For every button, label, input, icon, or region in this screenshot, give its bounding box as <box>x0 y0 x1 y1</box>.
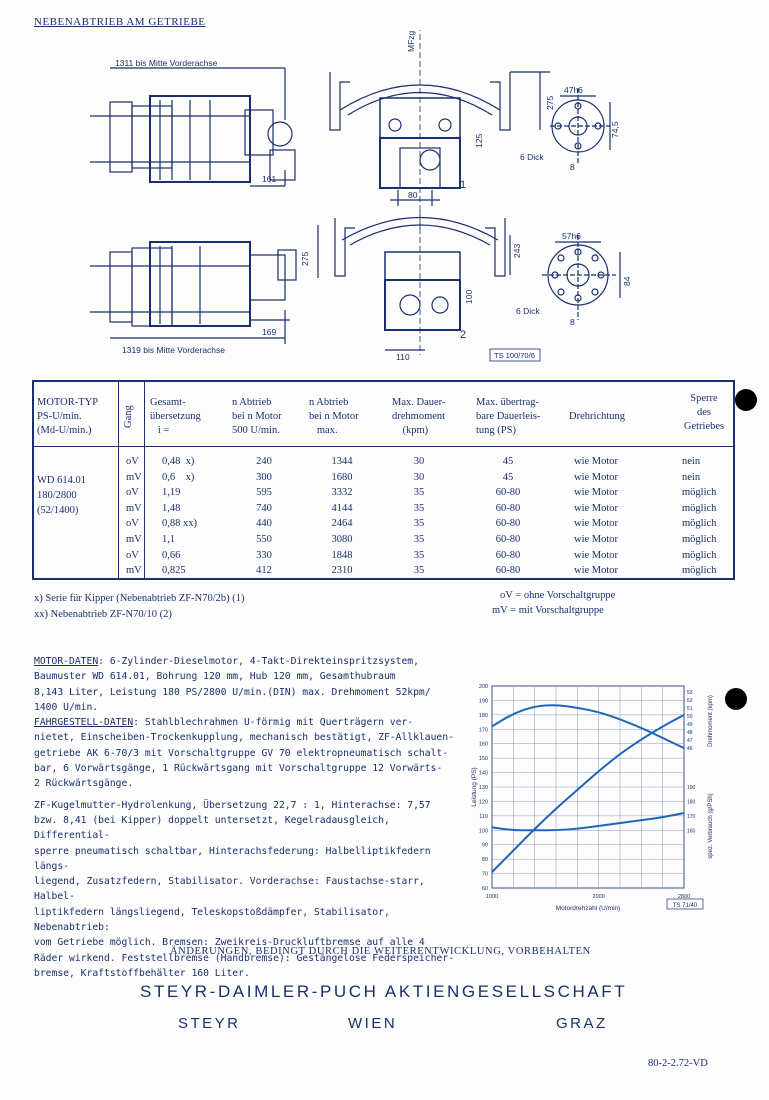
leistung-cell: 60-80 <box>495 565 521 577</box>
spec-table <box>32 380 735 580</box>
abtrieb-motor-cell: 300 <box>256 471 272 483</box>
document-reference: 80-2-2.72-VD <box>648 1058 708 1069</box>
drehrichtung-cell: wie Motor <box>574 533 619 545</box>
x-tick-label: 2000 <box>592 894 605 900</box>
abtrieb-max-cell: 3080 <box>331 533 353 545</box>
fuel-tick-label: 180 <box>687 799 696 806</box>
y-tick-label: 190 <box>478 698 488 705</box>
y-tick-label: 150 <box>478 756 488 763</box>
abtrieb-motor-cell: 550 <box>256 533 272 545</box>
sperre-cell: möglich <box>682 533 717 545</box>
chassis-data-line: 2 Rückwärtsgänge. <box>34 778 134 790</box>
uebersetzung-cell: 0,66 <box>162 549 181 561</box>
zf-line: vom Getriebe möglich. Bremsen: Zweikreis-Druckluftbremse auf alle 4 <box>34 937 425 949</box>
page-title: NEBENABTRIEB AM GETRIEBE <box>34 16 206 28</box>
callout-2: 2 <box>460 329 467 341</box>
abtrieb-max-cell: 1680 <box>331 471 353 483</box>
header-abtrieb-max: n Abtrieb bei n Motor max. <box>309 397 359 436</box>
y-tick-label: 160 <box>478 741 488 748</box>
note-ov: oV = ohne Vorschaltgruppe <box>500 590 616 601</box>
motor-data-line: 8,143 Liter, Leistung 180 PS/2800 U/min.(DIN) max. Drehmoment 52kpm/ <box>34 686 431 698</box>
header-sperre: Sperre des Getriebes <box>683 393 725 432</box>
leistung-cell: 45 <box>502 471 514 483</box>
y-axis-label-torque: Drehmoment (kpm) <box>708 695 714 747</box>
fuel-tick-label: 170 <box>687 813 696 820</box>
zf-line: bremse, Kraftstoffbehälter 160 Liter. <box>34 967 250 979</box>
leistung-cell: 60-80 <box>495 487 521 499</box>
column-leistung <box>478 454 538 579</box>
power-curve <box>492 715 684 872</box>
city-steyr: STEYR <box>178 1015 241 1032</box>
gearbox-side-view-top <box>90 68 295 186</box>
y-tick-label: 200 <box>478 684 488 690</box>
torque-tick-label: 46 <box>687 746 693 752</box>
column-gang <box>126 454 142 579</box>
gang-cell: oV <box>126 518 139 530</box>
zf-line: Räder wirkend. Feststellbremse (Handbremse): Gestängelose Federspeicher- <box>34 952 454 964</box>
y-tick-label: 170 <box>478 727 488 734</box>
header-abtrieb-motor: n Abtrieb bei n Motor 500 U/min. <box>232 397 282 436</box>
technical-drawing <box>80 30 640 370</box>
torque-tick-label: 52 <box>687 698 693 704</box>
torque-tick-label: 47 <box>687 738 693 744</box>
dim-1311: 1311 bis Mitte Vorderachse <box>115 58 218 68</box>
header-drehmoment: Max. Dauer- drehmoment (kpm) <box>392 397 446 436</box>
dim-275-bottom: 275 <box>300 251 310 266</box>
motor-data-line: : 6-Zylinder-Dieselmotor, 4-Takt-Direkteinspritzsystem, <box>98 656 419 667</box>
zf-line: liptikfedern längsliegend, Teleskopstoßdämpfer, Stabilisator, Nebenabtrieb: <box>34 906 390 934</box>
abtrieb-max-cell: 4144 <box>331 502 353 514</box>
torque-tick-label: 48 <box>687 730 693 736</box>
dim-8-top: 8 <box>570 162 575 172</box>
dim-74-5: 74,5 <box>610 121 620 138</box>
torque-tick-label: 51 <box>687 706 693 712</box>
dim-84: 84 <box>622 276 632 286</box>
dim-243: 243 <box>512 243 522 258</box>
chassis-data-heading: FAHRGESTELL-DATEN <box>34 717 134 729</box>
motor-data-line: 1400 U/min. <box>34 701 99 713</box>
frame-section-bottom <box>318 210 510 355</box>
y-tick-label: 180 <box>478 712 488 719</box>
dim-169: 169 <box>262 327 277 337</box>
city-wien: WIEN <box>348 1015 398 1032</box>
note-x: x) Serie für Kipper (Nebenabtrieb ZF-N70/2b) (1) <box>34 593 245 604</box>
y-tick-label: 120 <box>478 799 488 806</box>
dim-100: 100 <box>464 289 474 304</box>
header-leistung: Max. übertrag- bare Dauerleis- tung (PS) <box>476 397 541 436</box>
uebersetzung-cell: 1,1 <box>162 533 176 545</box>
gang-cell: mV <box>126 565 142 577</box>
abtrieb-max-cell: 2464 <box>331 518 353 530</box>
dim-mfzg: MFzg <box>406 30 416 52</box>
abtrieb-motor-cell: 440 <box>256 518 272 530</box>
abtrieb-max-cell: 1848 <box>331 549 353 561</box>
abtrieb-max-cell: 3332 <box>331 487 353 499</box>
header-uebersetzung: Gesamt- übersetzung i = <box>150 397 201 436</box>
y-tick-label: 130 <box>478 785 488 791</box>
abtrieb-motor-cell: 240 <box>256 456 272 467</box>
y-tick-label: 60 <box>481 886 488 892</box>
y-tick-label: 90 <box>481 842 488 849</box>
column-uebersetzung <box>162 454 197 579</box>
column-abtrieb-motor <box>234 454 294 579</box>
fuel-tick-label: 160 <box>687 828 696 835</box>
chart-stamp: TS 71/40 <box>672 903 698 909</box>
note-mv: mV = mit Vorschaltgruppe <box>492 605 604 616</box>
leistung-cell: 60-80 <box>495 549 521 561</box>
dim-57: 57h6 <box>562 231 581 241</box>
sperre-cell: nein <box>682 456 701 467</box>
column-abtrieb-max <box>312 454 372 579</box>
drehrichtung-cell: wie Motor <box>574 502 619 514</box>
motor-data-line: Baumuster WD 614.01, Bohrung 120 mm, Hub 120 mm, Gesamthubraum <box>34 671 396 683</box>
fuel-tick-label: 190 <box>687 785 696 791</box>
uebersetzung-cell: 0,6 x) <box>162 471 195 483</box>
sperre-cell: möglich <box>682 549 717 561</box>
callout-1: 1 <box>460 179 467 191</box>
uebersetzung-cell: 1,19 <box>162 487 181 499</box>
performance-chart <box>462 676 724 916</box>
leistung-cell: 60-80 <box>495 502 521 514</box>
abtrieb-motor-cell: 595 <box>256 487 272 499</box>
sperre-cell: möglich <box>682 565 717 577</box>
x-tick-label: 1000 <box>485 894 499 900</box>
y-tick-label: 80 <box>481 857 488 864</box>
gang-cell: mV <box>126 533 142 545</box>
drehrichtung-cell: wie Motor <box>574 456 619 467</box>
gang-cell: oV <box>126 549 139 561</box>
zf-line: ZF-Kugelmutter-Hydrolenkung, Übersetzung 22,7 : 1, Hinterachse: 7,57 <box>34 799 431 811</box>
drehmoment-cell: 30 <box>413 456 425 467</box>
sperre-cell: möglich <box>682 518 717 530</box>
motor-type-cell: WD 614.01 180/2800 (52/1400) <box>37 475 86 516</box>
header-motor: MOTOR-TYP PS-U/min. (Md-U/min.) <box>37 397 99 436</box>
punch-hole-bottom <box>725 688 747 710</box>
company-name: STEYR-DAIMLER-PUCH AKTIENGESELLSCHAFT <box>140 982 628 1001</box>
chassis-data-line: nietet, Einscheiben-Trockenkupplung, mechanisch bestätigt, ZF-Allklauen- <box>34 732 454 744</box>
abtrieb-motor-cell: 740 <box>256 502 272 514</box>
sperre-cell: möglich <box>682 487 717 499</box>
note-xx: xx) Nebenabtrieb ZF-N70/10 (2) <box>34 609 172 620</box>
chassis-data-line: bar, 6 Vorwärtsgänge, 1 Rückwärtsgang mit Vorschaltgruppe 12 Vorwärts- <box>34 763 443 775</box>
y-axis-label-fuel: spez. Verbrauch (g/PSh) <box>708 793 714 859</box>
drehrichtung-cell: wie Motor <box>574 549 619 561</box>
column-sperre <box>682 454 716 579</box>
drehrichtung-cell: wie Motor <box>574 518 619 530</box>
dim-110: 110 <box>396 352 410 362</box>
column-drehrichtung <box>574 454 618 579</box>
abtrieb-max-cell: 1344 <box>331 456 353 467</box>
frame-section-top <box>330 30 550 230</box>
abtrieb-motor-cell: 412 <box>256 565 272 577</box>
drehrichtung-cell: wie Motor <box>574 487 619 499</box>
abtrieb-max-cell: 2310 <box>331 565 353 577</box>
dim-1319: 1319 bis Mitte Vorderachse <box>122 345 226 355</box>
chassis-data-line: getriebe AK 6-70/3 mit Vorschaltgruppe GV 70 elektropneumatisch schalt- <box>34 747 449 759</box>
footer-note: ÄNDERUNGEN, BEDINGT DURCH DIE WEITERENTWICKLUNG, VORBEHALTEN <box>170 946 591 957</box>
gang-cell: oV <box>126 487 139 499</box>
zf-line: sperre pneumatisch schaltbar, Hinterachsfederung: Halbelliptikfedern längs- <box>34 845 431 872</box>
x-axis-label: Motordrehzahl (U/min) <box>555 905 621 912</box>
y-axis-label-left: Leistung (PS) <box>471 767 478 807</box>
gang-cell: mV <box>126 471 142 483</box>
drehmoment-cell: 35 <box>413 487 425 499</box>
dim-80: 80 <box>408 190 418 200</box>
leistung-cell: 45 <box>502 456 514 467</box>
flange-bottom <box>542 235 620 320</box>
drehmoment-cell: 35 <box>413 565 425 577</box>
drehmoment-cell: 35 <box>413 549 425 561</box>
leistung-cell: 60-80 <box>495 533 521 545</box>
y-tick-label: 110 <box>479 813 488 820</box>
uebersetzung-cell: 0,48 x) <box>162 456 195 467</box>
drehrichtung-cell: wie Motor <box>574 471 619 483</box>
fuel-consumption-curve <box>492 813 684 830</box>
dim-6-dick-bottom: 6 Dick <box>516 306 540 316</box>
chassis-data-line: : Stahlblechrahmen U-förmig mit Querträgern ver- <box>133 717 414 729</box>
torque-curve <box>492 705 684 748</box>
sperre-cell: möglich <box>682 502 717 514</box>
sperre-cell: nein <box>682 471 701 483</box>
dim-47: 47h6 <box>564 85 583 95</box>
drehmoment-cell: 35 <box>413 518 425 530</box>
y-tick-label: 70 <box>481 871 488 878</box>
gang-cell: oV <box>126 456 139 467</box>
column-drehmoment <box>394 454 444 579</box>
drehmoment-cell: 35 <box>413 502 425 514</box>
drawing-stamp: TS 100/70/6 <box>494 351 535 360</box>
dim-8-bottom: 8 <box>570 317 575 327</box>
torque-tick-label: 49 <box>687 722 693 728</box>
abtrieb-motor-cell: 330 <box>256 549 272 561</box>
uebersetzung-cell: 0,825 <box>162 565 186 577</box>
uebersetzung-cell: 1,48 <box>162 502 181 514</box>
dim-161: 161 <box>262 174 277 184</box>
dim-125: 125 <box>474 133 484 148</box>
motor-data-heading: MOTOR-DATEN <box>34 656 99 667</box>
flange-top <box>550 88 610 165</box>
dim-6-dick-top: 6 Dick <box>520 152 544 162</box>
leistung-cell: 60-80 <box>495 518 521 530</box>
drehmoment-cell: 35 <box>413 533 425 545</box>
x-tick-label: 2800 <box>677 894 691 900</box>
gang-cell: mV <box>126 502 142 514</box>
torque-tick-label: 50 <box>687 714 693 720</box>
punch-hole-top <box>735 389 757 411</box>
description-block <box>34 654 464 981</box>
header-gang: Gang <box>123 405 134 428</box>
y-tick-label: 140 <box>478 770 488 777</box>
y-tick-label: 100 <box>478 828 488 835</box>
dim-275-top: 275 <box>545 95 555 110</box>
header-drehrichtung: Drehrichtung <box>569 411 625 422</box>
zf-line: liegend, Zusatzfedern, Stabilisator. Vorderachse: Faustachse-starr, Halbel- <box>34 876 425 903</box>
drehrichtung-cell: wie Motor <box>574 565 619 577</box>
city-graz: GRAZ <box>556 1015 608 1032</box>
uebersetzung-cell: 0,88 xx) <box>162 518 197 530</box>
torque-tick-label: 53 <box>687 690 693 696</box>
zf-line: bzw. 8,41 (bei Kipper) doppelt untersetzt, Kegelradausgleich, Differential- <box>34 814 390 842</box>
drehmoment-cell: 30 <box>413 471 425 483</box>
